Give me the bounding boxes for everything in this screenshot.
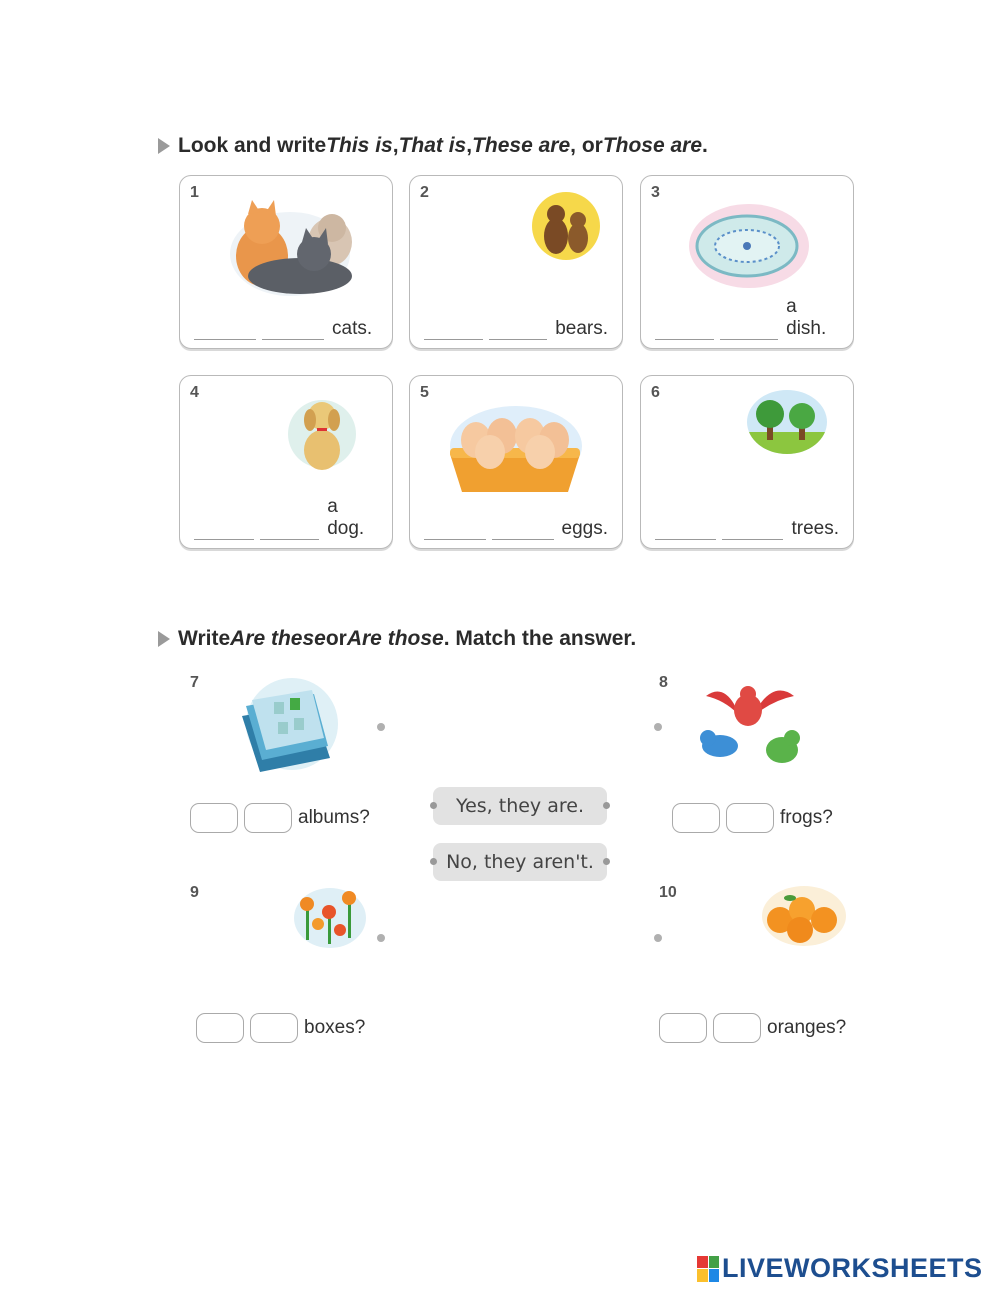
question-row: albums?: [190, 803, 370, 833]
play-arrow-icon: [158, 631, 170, 647]
exercise-card: [640, 375, 854, 549]
section2-instruction: Write Are these or Are those . Match the answer.: [158, 627, 636, 651]
bears-picture: [528, 188, 604, 260]
question-row: frogs?: [672, 803, 833, 833]
blank-2[interactable]: [489, 323, 548, 340]
blank-2[interactable]: [492, 523, 554, 540]
answer-box-2[interactable]: [726, 803, 774, 833]
answer-line: eggs.: [424, 518, 608, 540]
item-number: 1: [190, 184, 199, 201]
blank-1[interactable]: [194, 323, 256, 340]
flowers-picture: [292, 884, 368, 950]
item-number: 10: [659, 884, 677, 901]
answer-line: cats.: [194, 318, 378, 340]
answer-box-2[interactable]: [713, 1013, 761, 1043]
item-number: 5: [420, 384, 429, 401]
eggs-picture: [444, 396, 586, 500]
exercise-card: [640, 175, 854, 349]
answer-box-1[interactable]: [659, 1013, 707, 1043]
answer-box-1[interactable]: [196, 1013, 244, 1043]
answer-option-yes[interactable]: Yes, they are.: [433, 787, 607, 825]
answer-line: a dish.: [655, 296, 839, 340]
item-number: 3: [651, 184, 660, 201]
exercise-card: [409, 175, 623, 349]
match-dot[interactable]: [377, 723, 385, 731]
dog-picture: [284, 386, 360, 476]
match-dot[interactable]: [603, 858, 610, 865]
brand-logo: LIVEWORKSHEETS: [697, 1253, 983, 1284]
match-dot[interactable]: [430, 858, 437, 865]
blank-1[interactable]: [194, 523, 254, 540]
liveworksheets-icon: [697, 1256, 719, 1282]
match-dot[interactable]: [603, 802, 610, 809]
albums-picture: [238, 676, 346, 772]
exercise-card: [179, 175, 393, 349]
answer-line: bears.: [424, 318, 608, 340]
trees-picture: [745, 386, 829, 456]
play-arrow-icon: [158, 138, 170, 154]
blank-1[interactable]: [424, 323, 483, 340]
oranges-picture: [760, 884, 848, 948]
answer-option-no[interactable]: No, they aren't.: [433, 843, 607, 881]
answer-line: a dog.: [194, 496, 378, 540]
match-dot[interactable]: [377, 934, 385, 942]
item-number: 2: [420, 184, 429, 201]
match-dot[interactable]: [430, 802, 437, 809]
dish-picture: [687, 194, 817, 294]
blank-1[interactable]: [424, 523, 486, 540]
item-number: 7: [190, 674, 199, 691]
cats-picture: [210, 194, 360, 299]
exercise-card: [179, 375, 393, 549]
answer-box-2[interactable]: [244, 803, 292, 833]
answer-box-1[interactable]: [672, 803, 720, 833]
answer-line: trees.: [655, 518, 839, 540]
answer-box-1[interactable]: [190, 803, 238, 833]
item-number: 4: [190, 384, 199, 401]
blank-2[interactable]: [262, 323, 324, 340]
exercise-card: [409, 375, 623, 549]
blank-1[interactable]: [655, 323, 714, 340]
item-number: 9: [190, 884, 199, 901]
blank-1[interactable]: [655, 523, 716, 540]
question-row: oranges?: [659, 1013, 846, 1043]
answer-box-2[interactable]: [250, 1013, 298, 1043]
match-dot[interactable]: [654, 934, 662, 942]
item-number: 6: [651, 384, 660, 401]
question-row: boxes?: [196, 1013, 365, 1043]
section1-instruction: Look and write This is , That is , These are , or Those are .: [158, 134, 708, 158]
match-dot[interactable]: [654, 723, 662, 731]
birds-picture: [694, 680, 814, 776]
item-number: 8: [659, 674, 668, 691]
blank-2[interactable]: [260, 523, 320, 540]
blank-2[interactable]: [722, 523, 783, 540]
blank-2[interactable]: [720, 323, 779, 340]
